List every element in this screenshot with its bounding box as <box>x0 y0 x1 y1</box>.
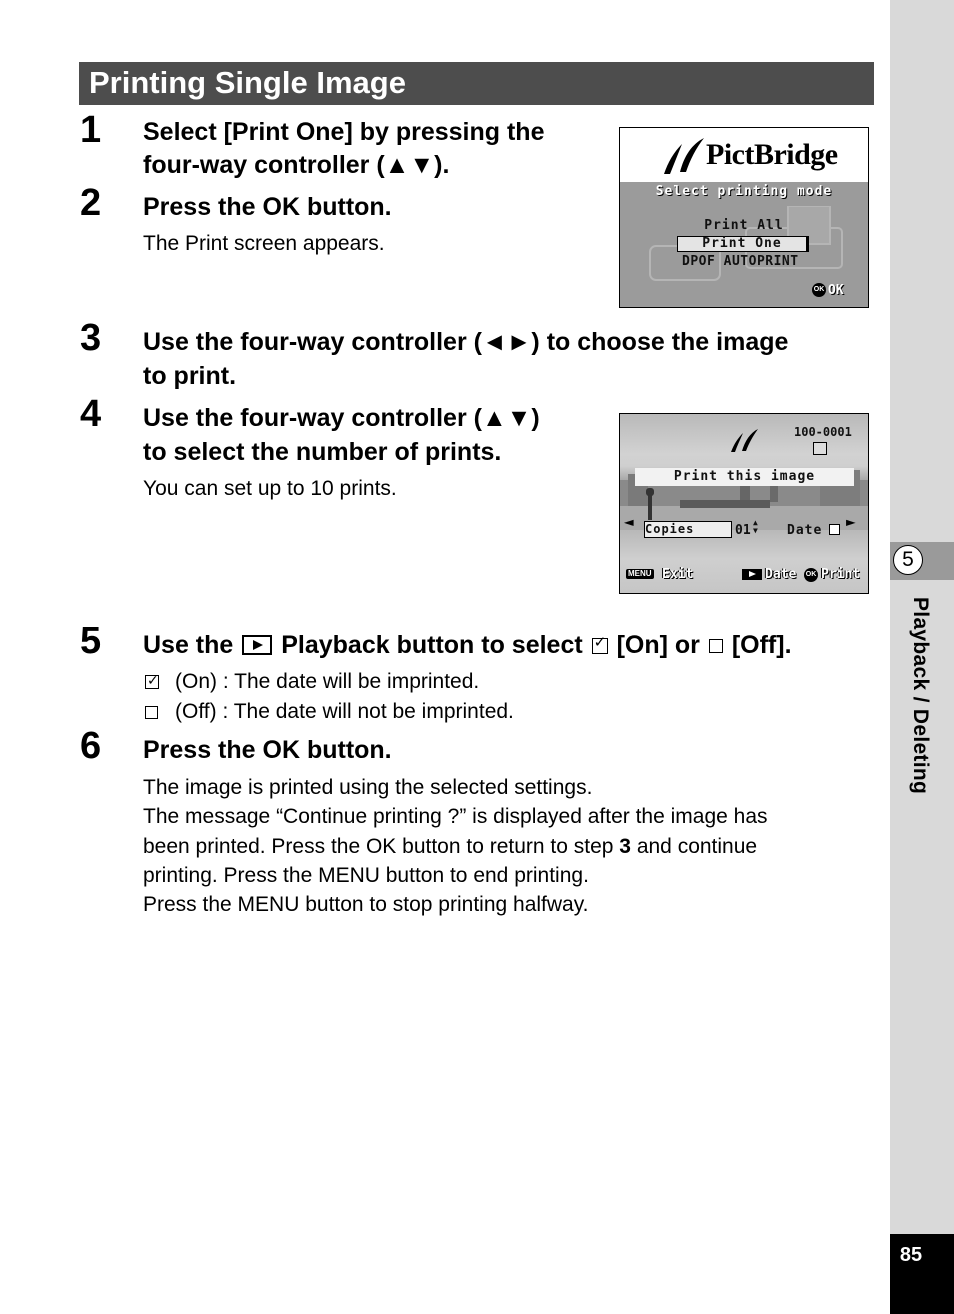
print-this-image-banner: Print this image <box>635 468 854 486</box>
exit-label: Exit <box>662 567 694 582</box>
step-1-number: 1 <box>80 109 102 151</box>
pictbridge-logo-icon <box>660 134 706 176</box>
step-5-title-mid: Playback button to select <box>281 631 583 659</box>
arrow-right-icon[interactable]: ► <box>846 512 856 531</box>
chapter-number: 5 <box>893 545 923 575</box>
step-4-title-line2: to select the number of prints. <box>143 438 502 466</box>
option-print-all[interactable]: Print All <box>704 218 784 233</box>
copies-updown-icon: ▲ ▼ <box>753 518 758 535</box>
menu-button-icon: MENU <box>628 569 652 578</box>
step-2-number: 2 <box>80 182 102 224</box>
step-6-number: 6 <box>80 725 102 767</box>
step-4-title-line1: Use the four-way controller (▲▼) <box>143 404 540 432</box>
step-5-title-on: [On] or <box>616 631 700 659</box>
checkbox-on-icon: ✓ <box>592 638 608 654</box>
option-print-one-selected[interactable]: Print One <box>677 236 809 252</box>
file-number: 100-0001 <box>794 425 852 439</box>
step-5-title-pre: Use the <box>143 631 234 659</box>
note-off: (Off) : The date will not be imprinted. <box>175 700 514 723</box>
ok-label: OK <box>828 283 844 298</box>
print-label: Print <box>821 567 861 582</box>
checkbox-off-icon <box>709 639 723 653</box>
page-number: 85 <box>899 1244 923 1266</box>
step-reference: 3 <box>619 835 631 858</box>
checkbox-on-icon: ✓ <box>147 672 159 688</box>
step-5-number: 5 <box>80 620 102 662</box>
printing-mode-heading: Select printing mode <box>655 184 833 199</box>
date-label: Date <box>787 523 823 538</box>
step-6-body-line1: The image is printed using the selected settings. <box>143 776 593 799</box>
step-6-title: Press the OK button. <box>143 736 392 764</box>
pictbridge-mark-icon <box>728 426 760 454</box>
step-5-title <box>143 628 792 662</box>
step-6-body-line3-post: and continue <box>636 835 758 858</box>
step-3-number: 3 <box>80 317 102 359</box>
step-3-title-line2: to print. <box>143 362 237 390</box>
step-2-title: Press the OK button. <box>143 193 392 221</box>
playback-button-icon <box>742 569 762 580</box>
checkbox-off-icon <box>145 706 158 719</box>
step-3-title-line1: Use the four-way controller (◄►) to choose the image <box>143 328 789 356</box>
step-4-number: 4 <box>80 393 102 435</box>
step-4-body: You can set up to 10 prints. <box>143 477 397 500</box>
step-6-body-line4: printing. Press the MENU button to end printing. <box>143 864 589 887</box>
copies-value[interactable]: 01 <box>735 523 751 538</box>
step-6-body-line5: Press the MENU button to stop printing halfway. <box>143 893 589 916</box>
pictbridge-mode-screen <box>619 127 869 308</box>
step-2-body: The Print screen appears. <box>143 232 385 255</box>
option-dpof-autoprint[interactable]: DPOF AUTOPRINT <box>682 254 799 269</box>
arrow-left-icon[interactable]: ◄ <box>624 512 634 531</box>
step-1-title-line1: Select [Print One] by pressing the <box>143 118 545 146</box>
pictbridge-logo-text: PictBridge <box>706 138 838 171</box>
step-6-body-line3 <box>143 832 757 861</box>
ok-button-icon: OK <box>804 568 818 582</box>
step-6-body-line2: The message “Continue printing ?” is displayed after the image has <box>143 805 768 828</box>
section-title: Printing Single Image <box>89 65 406 100</box>
chapter-label: Playback / Deleting <box>909 597 932 795</box>
protect-icon <box>813 442 827 455</box>
print-image-screen <box>619 413 869 594</box>
ok-button-icon: OK <box>812 283 826 297</box>
step-5-title-off: [Off]. <box>731 631 792 659</box>
date-button-label: Date <box>765 567 797 582</box>
step-1-title-line2: four-way controller (▲▼). <box>143 151 450 179</box>
date-checkbox-icon[interactable] <box>829 524 840 535</box>
playback-button-icon <box>242 635 272 655</box>
step-6-body-line3-pre: been printed. Press the OK button to return to step <box>143 835 614 858</box>
note-on: (On) : The date will be imprinted. <box>175 670 480 693</box>
copies-field[interactable]: Copies <box>644 521 732 538</box>
